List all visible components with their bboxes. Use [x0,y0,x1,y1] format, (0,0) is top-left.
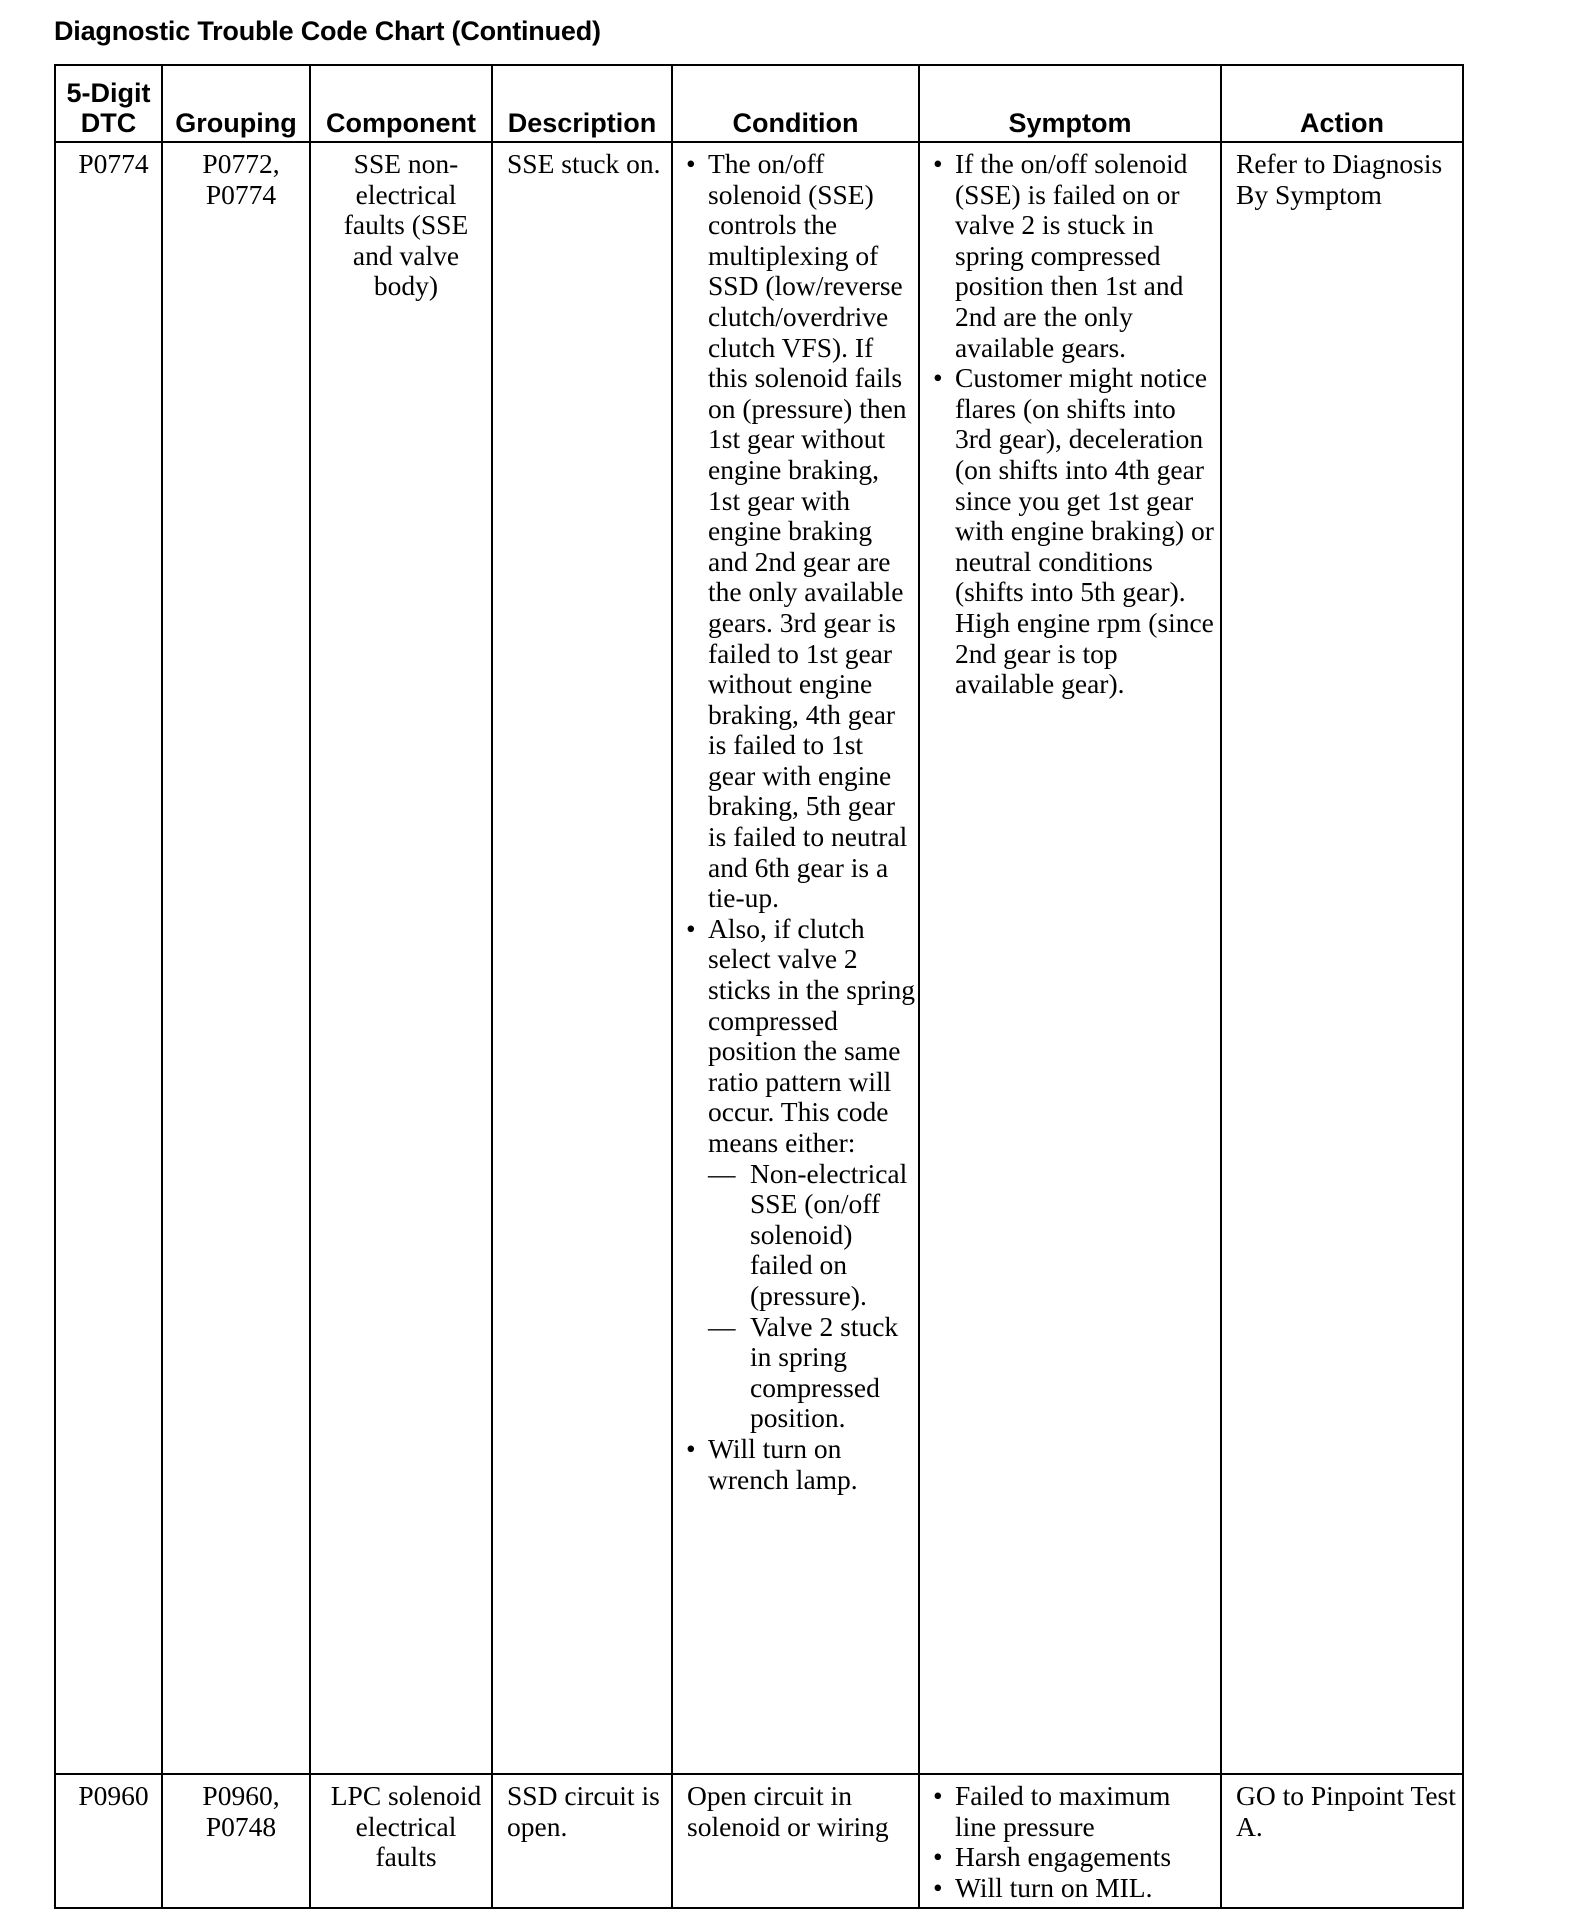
header-condition: Condition [672,65,919,142]
symptom-bullet [931,1842,1216,1873]
symptom-text: If the on/off solenoid (SSE) is failed on or valve 2 is stuck in spring compressed position then 1st and 2nd are the only available gears. [955,148,1188,363]
symptom-text: Customer might notice flares (on shifts into 3rd gear), deceleration (on shifts into 4th gear since you get 1st gear with engine braking) or neutral conditions (shifts into 5th gear). High engine rpm (since 2nd gear is top available gear). [955,362,1214,700]
header-description: Description [492,65,672,142]
condition-text: The on/off solenoid (SSE) controls the multiplexing of SSD (low/reverse clutch/overdrive clutch VFS). If this solenoid fails on (pressure) then 1st gear without engine braking, 1st gear with engine braking and 2nd gear are the only available gears. 3rd gear is failed to 1st gear without engine braking, 4th gear is failed to 1st gear with engine braking, 5th gear is failed to neutral and 6th gear is a tie-up. [708,148,908,914]
symptom-text: Failed to maximum line pressure [955,1780,1171,1842]
cell-grouping [162,1774,310,1908]
symptom-text: Harsh engagements [955,1841,1172,1873]
cell-symptom [919,142,1221,1774]
dtc-chart-table [54,64,1464,1909]
cell-symptom [919,1774,1221,1908]
condition-sublist [708,1159,916,1434]
cell-grouping [162,142,310,1774]
symptom-bullet [931,363,1216,700]
header-action: Action [1221,65,1463,142]
cell-dtc: P0960 [55,1774,162,1908]
condition-bullet [684,149,916,914]
cell-dtc: P0774 [55,142,162,1774]
condition-list [684,149,916,1495]
condition-subitem [708,1159,916,1312]
symptom-list [931,149,1216,700]
table-row [55,142,1463,1774]
header-row [55,65,1463,142]
condition-subitem [708,1312,916,1434]
page-title: Diagnostic Trouble Code Chart (Continued) [54,16,601,46]
cell-condition: Open circuit in solenoid or wiring [672,1774,919,1908]
condition-text: Will turn on wrench lamp. [708,1432,858,1495]
cell-action: Refer to Diagnosis By Symptom [1221,142,1463,1774]
cell-description: SSD circuit is open. [492,1774,672,1908]
symptom-bullet [931,1873,1216,1904]
cell-component: SSE non-electrical faults (SSE and valve body) [310,142,492,1774]
grouping-line: P0774 [205,178,277,210]
condition-text: Also, if clutch select valve 2 sticks in the spring compressed position the same ratio pattern will occur. This code means either: [708,912,916,1158]
header-dtc-line2: DTC [80,108,137,138]
cell-condition [672,142,919,1774]
symptom-bullet [931,149,1216,363]
cell-component: LPC solenoid electrical faults [310,1774,492,1908]
symptom-list [931,1781,1216,1903]
header-symptom: Symptom [919,65,1221,142]
symptom-text: Will turn on MIL. [955,1871,1153,1903]
condition-subtext: Valve 2 stuck in spring compressed position. [750,1310,899,1434]
header-dtc [55,65,162,142]
cell-description: SSE stuck on. [492,142,672,1774]
symptom-bullet [931,1781,1216,1842]
grouping-line: P0960, [202,1780,280,1811]
cell-action: GO to Pinpoint Test A. [1221,1774,1463,1908]
header-grouping: Grouping [162,65,310,142]
grouping-line: P0748 [205,1810,277,1842]
condition-subtext: Non-electrical SSE (on/off solenoid) failed on (pressure). [750,1157,908,1311]
condition-bullet [684,914,916,1434]
grouping-line: P0772, [202,148,280,179]
condition-bullet [684,1434,916,1495]
header-dtc-line1: 5-Digit [66,78,151,108]
header-component: Component [310,65,492,142]
table-row [55,1774,1463,1908]
